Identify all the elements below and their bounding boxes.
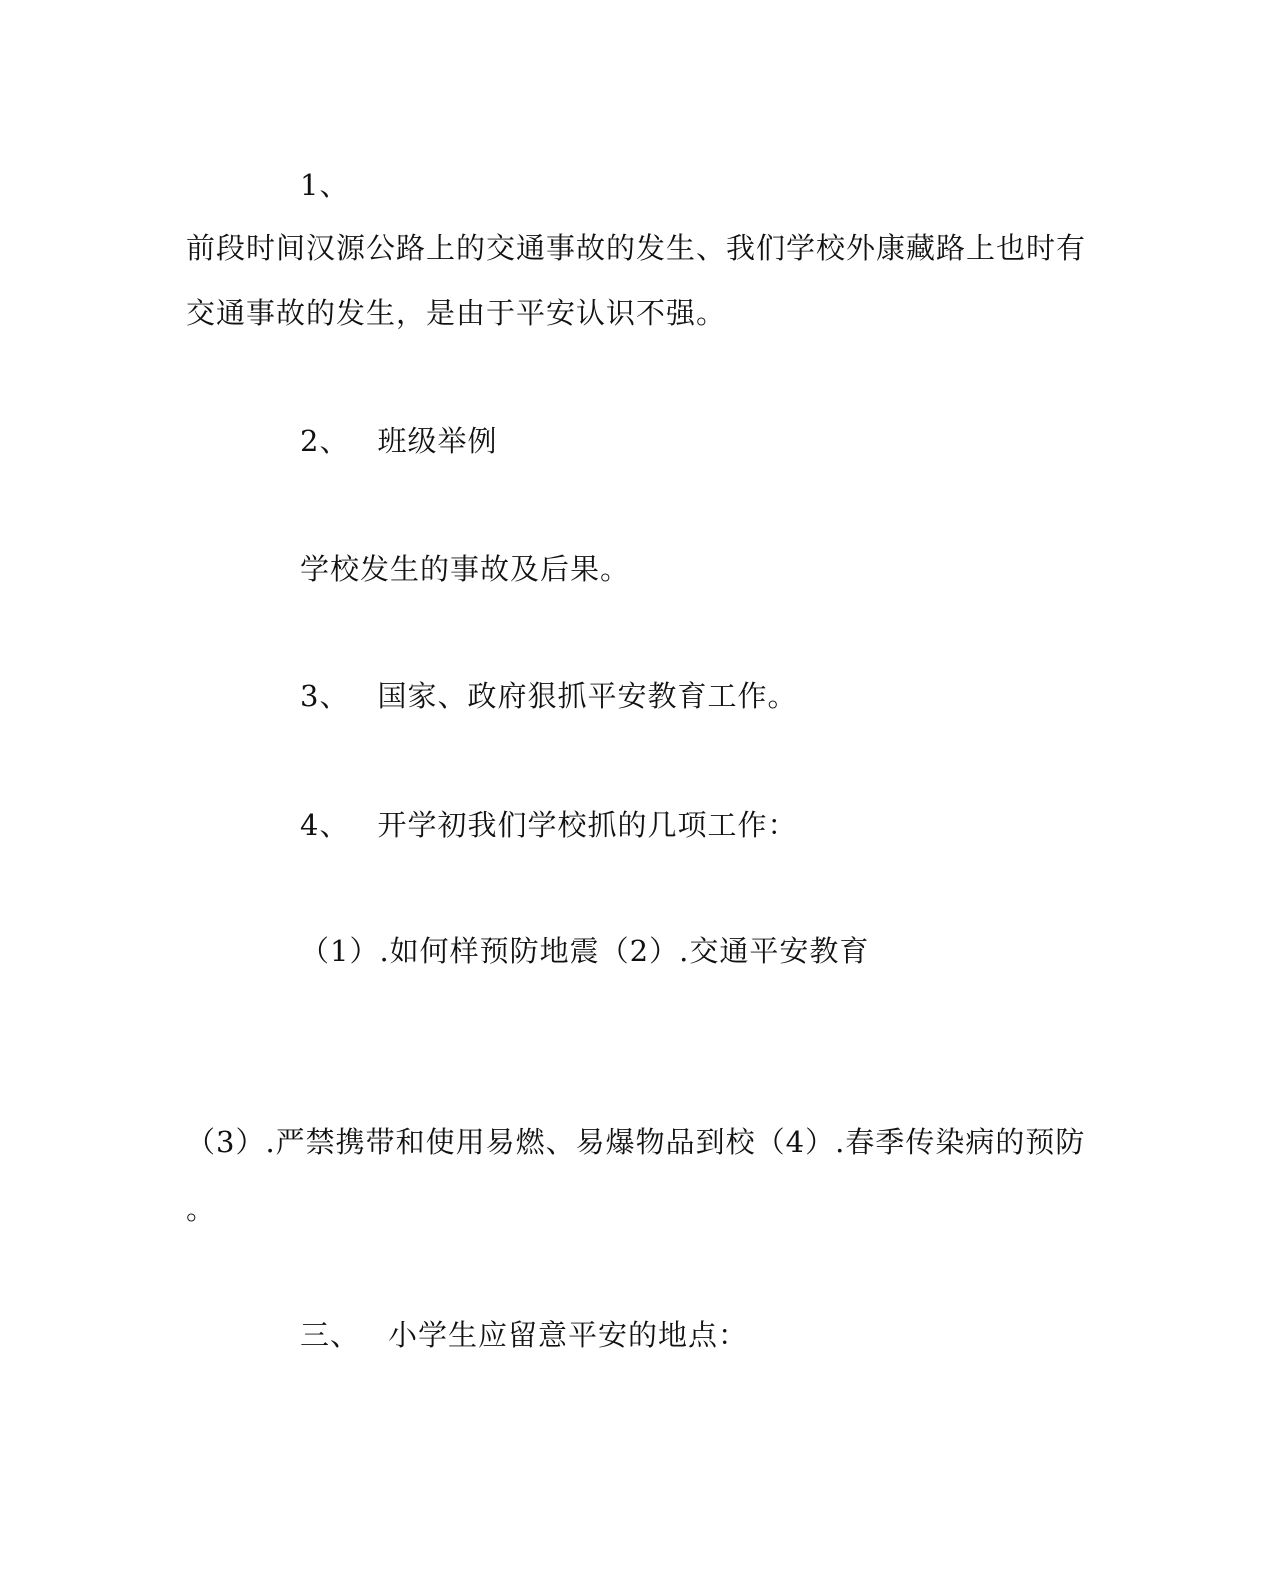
- item-1-text-line-2: 交通事故的发生，是由于平安认识不强。: [186, 296, 727, 330]
- item-4-text: 开学初我们学校抓的几项工作：: [377, 808, 798, 842]
- item-3-text: 国家、政府狠抓平安教育工作。: [377, 679, 798, 713]
- item-1-text-line-1: 前段时间汉源公路上的交通事故的发生、我们学校外康藏路上也时有: [186, 231, 1087, 265]
- item-2: [300, 424, 497, 458]
- section-3-number: 三、: [300, 1318, 361, 1352]
- item-4: [300, 808, 797, 842]
- school-accidents-text: 学校发生的事故及后果。: [300, 552, 631, 586]
- sub-items-line-2: （3）.严禁携带和使用易燃、易爆物品到校（4）.春季传染病的预防: [186, 1125, 1086, 1159]
- sub-items-line-1: （1）.如何样预防地震（2）.交通平安教育: [300, 934, 870, 968]
- item-3: [300, 679, 797, 713]
- sub-items-line-2-tail: 。: [186, 1192, 217, 1226]
- item-1-number: 1、: [300, 168, 350, 202]
- item-2-text: 班级举例: [377, 424, 498, 458]
- item-3-number: 3、: [300, 679, 350, 713]
- section-3-heading: [300, 1318, 748, 1352]
- item-4-number: 4、: [300, 808, 350, 842]
- section-3-text: 小学生应留意平安的地点：: [388, 1318, 749, 1352]
- item-2-number: 2、: [300, 424, 350, 458]
